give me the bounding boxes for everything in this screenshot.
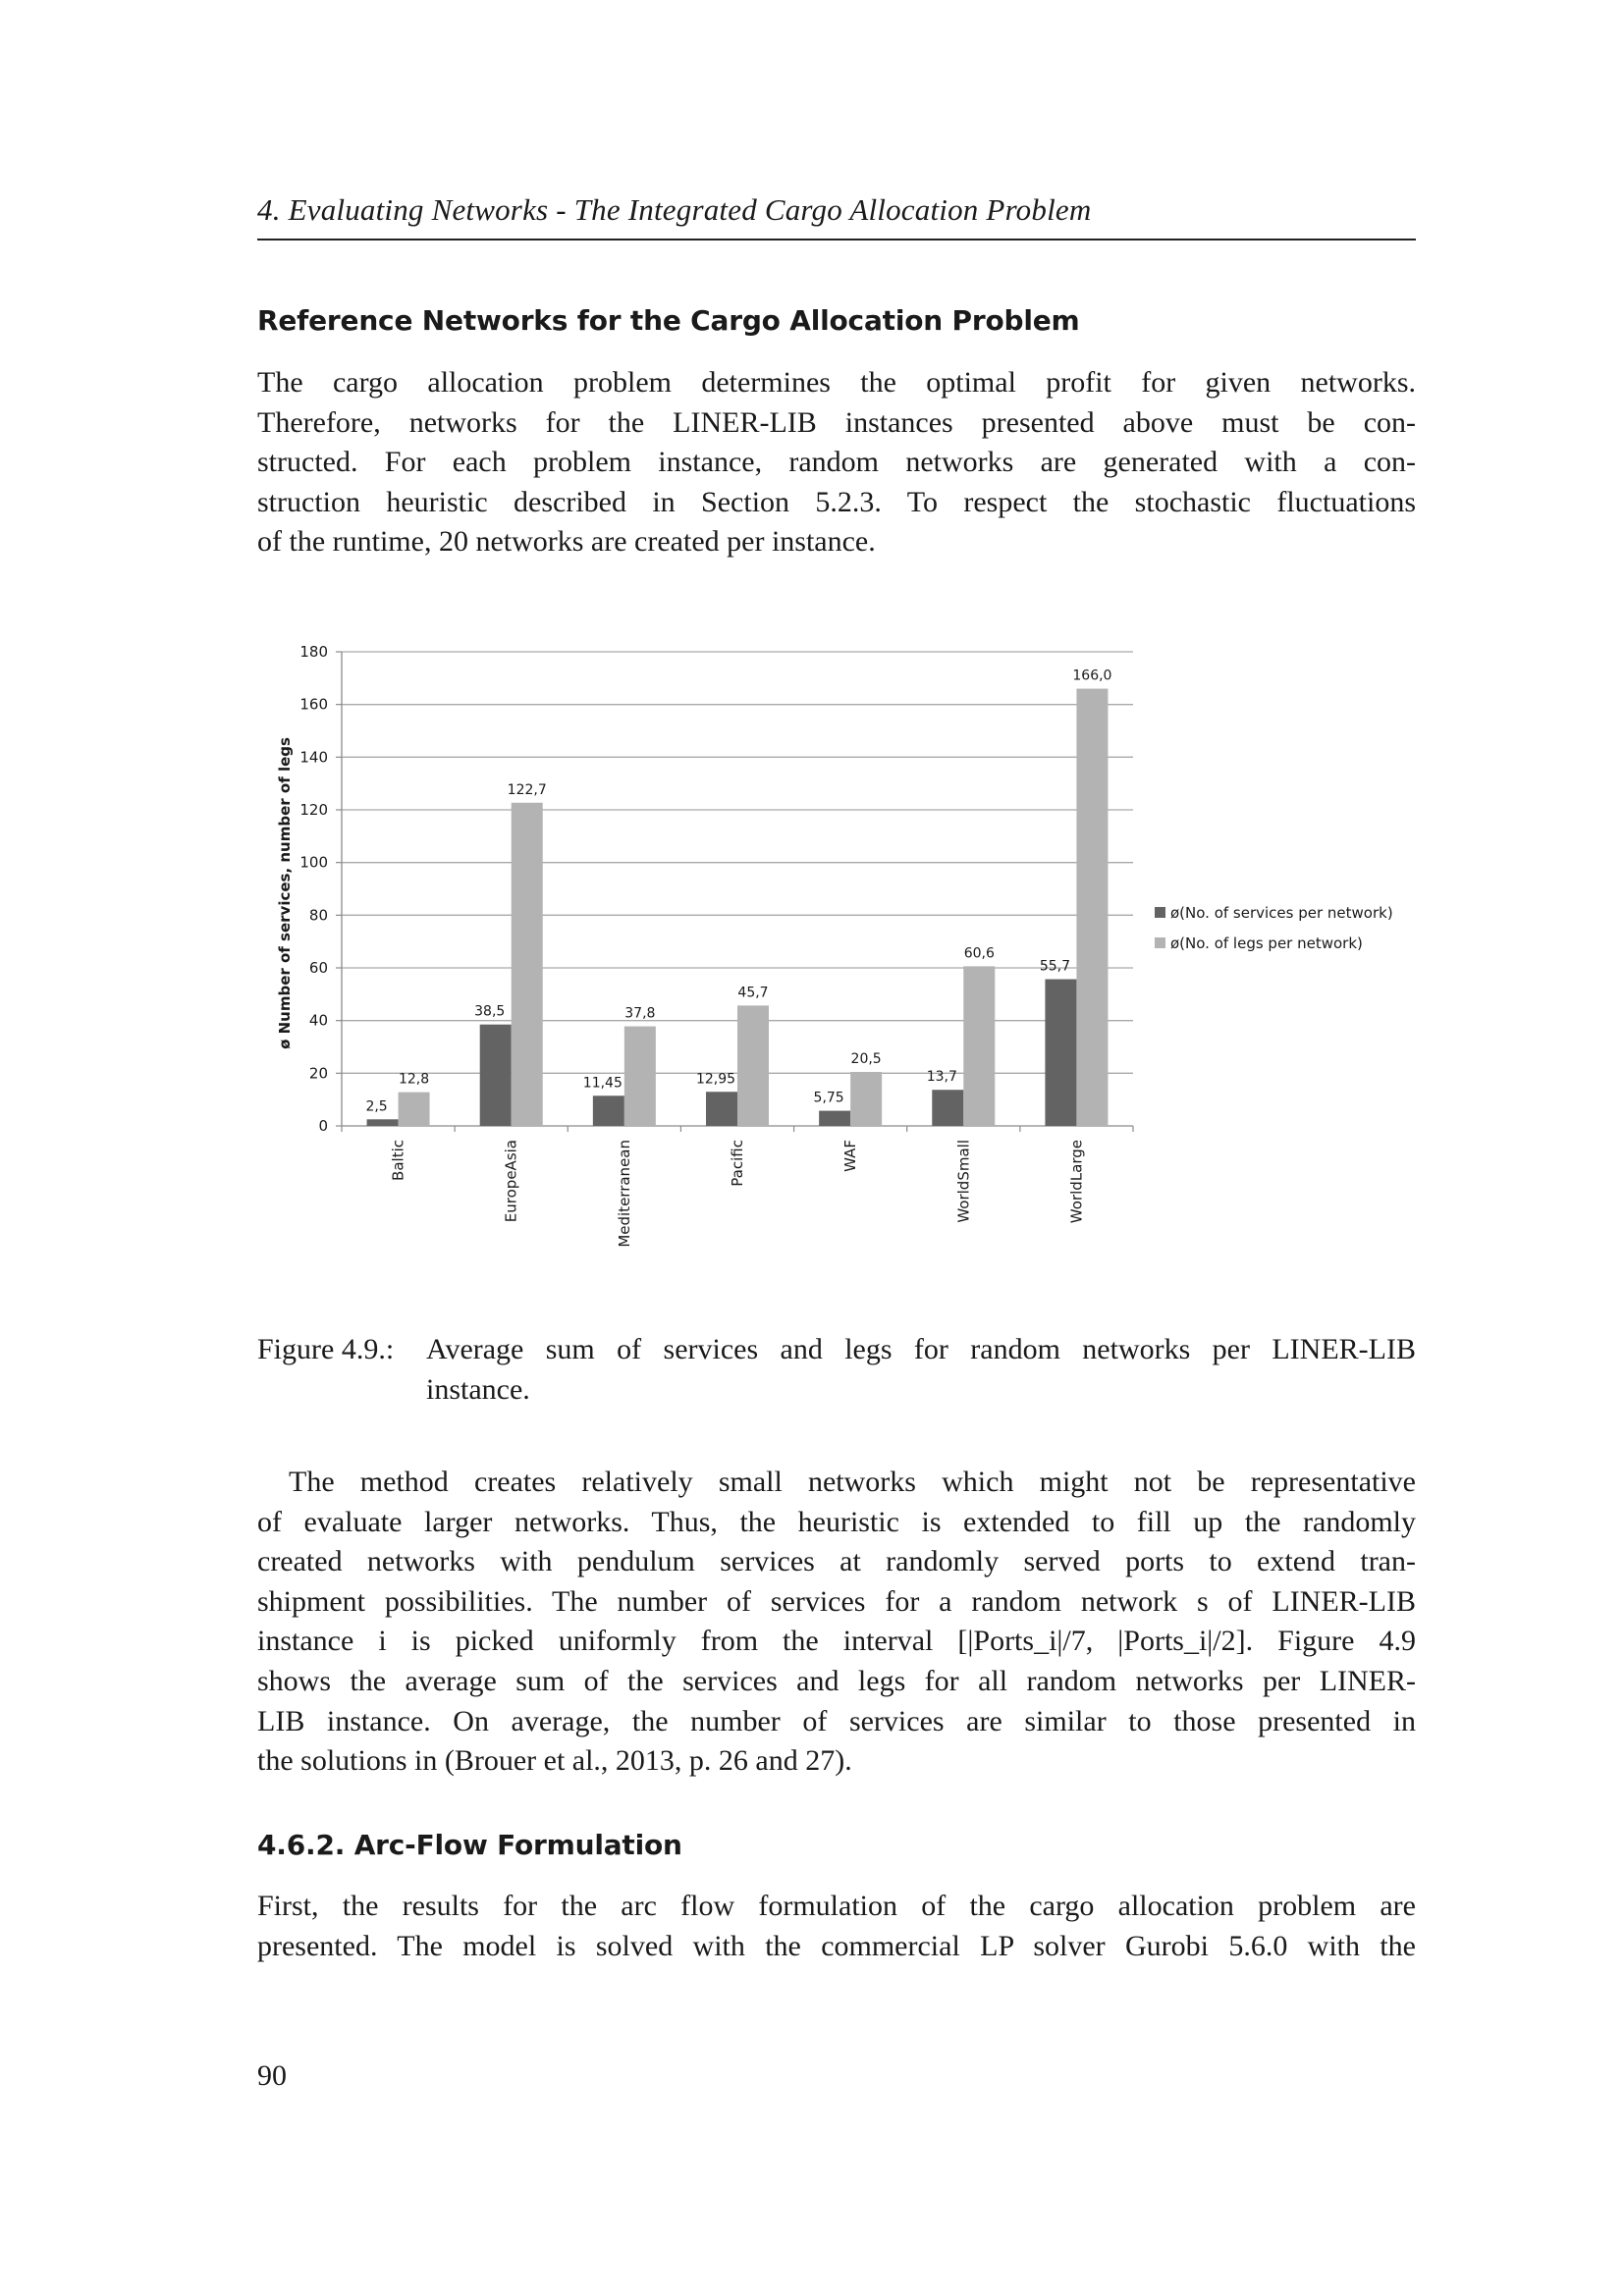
- y-tick-label: 60: [308, 959, 328, 977]
- y-tick-label: 140: [299, 748, 328, 767]
- data-label: 55,7: [1039, 958, 1071, 975]
- x-category-label: WAF: [841, 1140, 860, 1172]
- y-tick-label: 160: [299, 695, 328, 714]
- paragraph-arc-flow: [257, 1887, 1416, 1966]
- y-tick-label: 0: [318, 1117, 328, 1135]
- bar-legs: [737, 1005, 769, 1126]
- paragraph-line: of evaluate larger networks. Thus, the heuristic is extended to fill up the randomly: [257, 1505, 1416, 1538]
- legend-swatch: [1155, 907, 1165, 918]
- y-tick-label: 80: [308, 906, 328, 925]
- paragraph-intro: [257, 363, 1416, 562]
- paragraph-line: presented. The model is solved with the commercial LP solver Gurobi 5.6.0 with the: [257, 1929, 1416, 1962]
- paragraph-method: [257, 1463, 1416, 1782]
- bar-legs: [624, 1027, 656, 1126]
- data-label: 37,8: [624, 1005, 656, 1022]
- y-tick-label: 120: [299, 801, 328, 819]
- figure-caption-line: instance.: [426, 1372, 530, 1406]
- bar-services: [819, 1111, 850, 1126]
- data-label: 2,5: [365, 1098, 388, 1115]
- bar-legs: [850, 1072, 882, 1126]
- paragraph-line: First, the results for the arc flow formulation of the cargo allocation problem are: [257, 1890, 1416, 1922]
- y-axis-title: ø Number of services, number of legs: [276, 737, 294, 1049]
- paragraph-line: struction heuristic described in Section 5.2.3. To respect the stochastic fluctuations: [257, 485, 1416, 518]
- data-label: 122,7: [507, 781, 547, 798]
- paragraph-line: Therefore, networks for the LINER-LIB instances presented above must be con-: [257, 405, 1416, 439]
- data-label: 5,75: [813, 1090, 844, 1106]
- header-rule: [257, 239, 1416, 240]
- figure-caption-label: Figure 4.9.:: [257, 1333, 395, 1365]
- data-label: 45,7: [737, 985, 769, 1001]
- paragraph-line: shipment possibilities. The number of services for a random network s of LINER-LIB: [257, 1584, 1416, 1618]
- x-category-label: WorldSmall: [954, 1140, 973, 1223]
- paragraph-line: the solutions in (Brouer et al., 2013, p. 26 and 27).: [257, 1744, 852, 1778]
- legend: [1155, 904, 1393, 952]
- data-label: 38,5: [474, 1003, 506, 1020]
- paragraph-line: of the runtime, 20 networks are created per instance.: [257, 525, 876, 559]
- page-number: 90: [257, 2059, 287, 2092]
- bar-chart: [257, 628, 1435, 1296]
- section-heading-reference-networks: Reference Networks for the Cargo Allocation Problem: [257, 304, 1080, 337]
- figure-chart: [257, 628, 1435, 1296]
- figure-caption-line: Average sum of services and legs for random networks per LINER-LIB: [426, 1333, 1416, 1365]
- bar-legs: [399, 1093, 430, 1126]
- running-header: 4. Evaluating Networks - The Integrated Cargo Allocation Problem: [257, 192, 1092, 227]
- paragraph-line: shows the average sum of the services and legs for all random networks per LINER-: [257, 1664, 1416, 1697]
- x-category-label: Pacific: [729, 1140, 746, 1187]
- legend-label: ø(No. of legs per network): [1170, 934, 1363, 952]
- paragraph-line: structed. For each problem instance, random networks are generated with a con-: [257, 446, 1416, 479]
- bar-services: [1045, 980, 1076, 1126]
- paragraph-line: The cargo allocation problem determines the optimal profit for given networks.: [257, 366, 1416, 399]
- bar-services: [367, 1119, 399, 1126]
- paragraph-line: instance i is picked uniformly from the interval [|Ports_i|/7, |Ports_i|/2]. Figure 4.9: [257, 1625, 1416, 1658]
- data-label: 11,45: [582, 1075, 623, 1092]
- bar-services: [932, 1090, 963, 1126]
- y-tick-label: 100: [299, 853, 328, 872]
- x-category-label: WorldLarge: [1067, 1140, 1086, 1224]
- x-category-label: Mediterranean: [615, 1140, 633, 1248]
- legend-swatch: [1155, 937, 1165, 948]
- bar-services: [593, 1095, 624, 1126]
- bar-services: [706, 1092, 737, 1126]
- data-label: 60,6: [963, 945, 995, 962]
- bar-legs: [512, 803, 543, 1126]
- paragraph-line: LIB instance. On average, the number of services are similar to those presented in: [257, 1704, 1416, 1737]
- paragraph-line: The method creates relatively small networks which might not be representative: [289, 1466, 1416, 1498]
- x-category-label: Baltic: [389, 1140, 407, 1181]
- paragraph-line: created networks with pendulum services at randomly served ports to extend tran-: [257, 1545, 1416, 1578]
- y-tick-label: 20: [308, 1064, 328, 1083]
- bar-legs: [1076, 689, 1108, 1126]
- y-tick-label: 40: [308, 1011, 328, 1030]
- bars: [367, 689, 1109, 1126]
- section-heading-arc-flow: 4.6.2. Arc-Flow Formulation: [257, 1829, 682, 1861]
- bar-legs: [963, 966, 995, 1126]
- axes: [336, 652, 1133, 1132]
- bar-services: [480, 1025, 512, 1126]
- y-tick-label: 180: [299, 643, 328, 661]
- x-category-label: EuropeAsia: [502, 1140, 520, 1223]
- data-label: 12,8: [398, 1071, 430, 1088]
- data-label: 13,7: [926, 1069, 957, 1086]
- legend-label: ø(No. of services per network): [1170, 904, 1393, 922]
- data-label: 12,95: [695, 1071, 736, 1088]
- data-label: 20,5: [850, 1050, 882, 1067]
- data-label: 166,0: [1072, 667, 1112, 684]
